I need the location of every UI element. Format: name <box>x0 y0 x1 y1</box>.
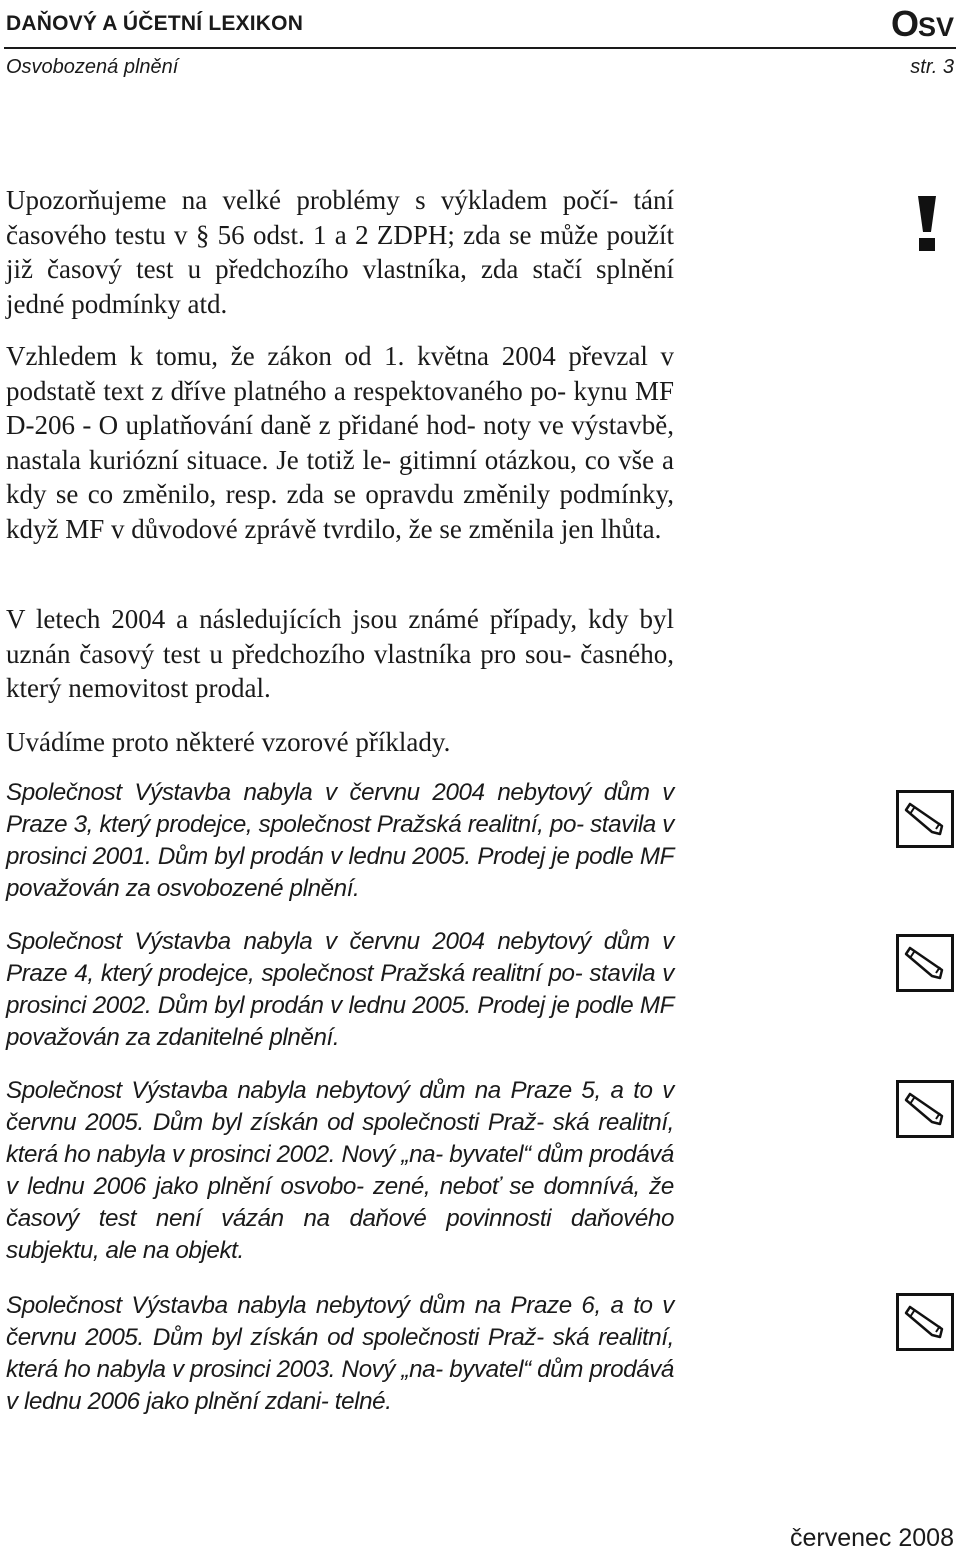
paragraph-warning: Upozorňujeme na velké problémy s výkladem počí- tání časového testu v § 56 odst. 1 a 2 ZDPH; zda se může použít již časový test u předchozího vlastníka, zda stačí splnění jedné podmínky atd. <box>6 185 674 319</box>
exclamation-icon <box>898 194 956 252</box>
issue-date: červenec 2008 <box>789 1524 954 1552</box>
page-number: str. 3 <box>910 56 954 78</box>
section-code <box>891 2 954 49</box>
example-1: Společnost Výstavba nabyla v červnu 2004 nebytový dům v Praze 3, který prodejce, společnost Pražská realitní, po- stavila v prosinci 2001. Dům byl prodán v lednu 2005. Prodej je podle MF považován za osvobozené plnění. <box>6 779 674 902</box>
paragraph-intro-examples: Uvádíme proto některé vzorové příklady. <box>6 727 451 757</box>
header-divider <box>4 47 956 49</box>
section-title: Osvobozená plnění <box>6 56 179 78</box>
example-4: Společnost Výstavba nabyla nebytový dům na Praze 6, a to v červnu 2005. Dům byl získán od společnosti Praž- ská realitní, která ho nabyla v prosinci 2003. Nový „na- byvatel“ dům prodává v lednu 2006 jako plnění zdani- telné. <box>6 1292 674 1415</box>
pencil-icon <box>896 934 954 992</box>
example-3: Společnost Výstavba nabyla nebytový dům na Praze 5, a to v červnu 2005. Dům byl získán od společnosti Praž- ská realitní, která ho nabyla v prosinci 2002. Nový „na- byvatel“ dům prodává v lednu 2006 jako plnění osvobo- zené, neboť se domnívá, že časový test není vázán na daňové povinnosti daňového subjektu, ale na objekt. <box>6 1077 674 1264</box>
paragraph-context: Vzhledem k tomu, že zákon od 1. května 2004 převzal v podstatě text z dříve platného a respektovaného po- kynu MF D-206 - O uplatňování daně z přidané hod- noty ve výstavbě, nastala kuriózní situace. Je totiž le- gitimní otázkou, co vše a kdy se co změnilo, resp. zda se opravdu změnily podmínky, když MF v důvodové zprávě tvrdilo, že se změnila jen lhůta. <box>6 341 674 544</box>
section-code-first: O <box>890 3 918 44</box>
section-code-rest: SV <box>917 12 954 42</box>
pencil-icon <box>896 1293 954 1351</box>
pencil-icon <box>896 1080 954 1138</box>
example-2: Společnost Výstavba nabyla v červnu 2004 nebytový dům v Praze 4, který prodejce, společnost Pražská realitní po- stavila v prosinci 2002. Dům byl prodán v lednu 2005. Prodej je podle MF považován za zdanitelné plnění. <box>6 928 674 1051</box>
publication-title: DAŇOVÝ A ÚČETNÍ LEXIKON <box>6 12 304 35</box>
pencil-icon <box>896 790 954 848</box>
paragraph-cases: V letech 2004 a následujících jsou známé případy, kdy byl uznán časový test u předchozího vlastníka pro sou- časného, který nemovitost prodal. <box>6 604 674 703</box>
